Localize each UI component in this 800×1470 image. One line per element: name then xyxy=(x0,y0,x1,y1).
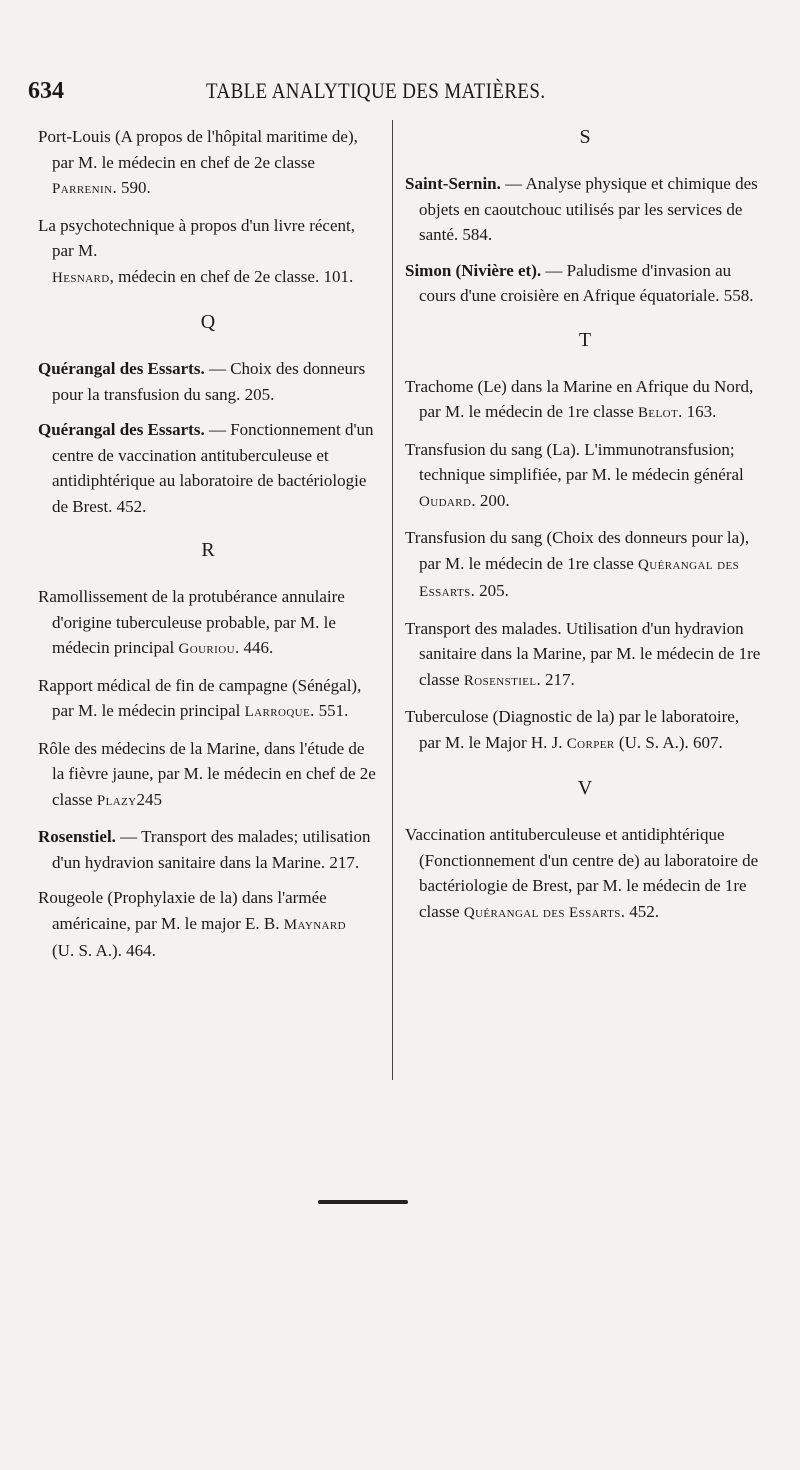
entry-author: Maynard xyxy=(283,916,346,933)
index-entry xyxy=(405,437,765,516)
entry-author: Oudard xyxy=(419,493,472,510)
index-entry xyxy=(405,822,765,926)
entry-text: Transfusion du sang (Choix des donneurs pour la), par M. le médecin de 1re classe xyxy=(405,528,750,573)
entry-author: Hesnard xyxy=(52,269,110,286)
entry-heading: Saint-Sernin. xyxy=(405,174,501,193)
index-entry xyxy=(405,171,765,248)
entry-page-ref: . 217. xyxy=(536,669,575,689)
letter-heading-s: S xyxy=(579,126,591,148)
entry-page-ref: . 163. xyxy=(678,402,717,421)
entry-author: Parrenin xyxy=(52,181,113,197)
index-entry xyxy=(38,356,378,407)
letter-heading-q: Q xyxy=(200,311,216,333)
entry-author: Plazy xyxy=(96,792,137,809)
index-entry xyxy=(38,885,378,964)
entry-page-ref: . 205. xyxy=(470,581,509,600)
entry-heading: Simon (Nivière et). xyxy=(405,260,542,280)
entry-text: Port-Louis (A propos de l'hôpital maritime de), par M. le médecin en chef de 2e classe xyxy=(38,127,358,172)
index-entry xyxy=(38,824,378,875)
entry-page-ref: . 446. xyxy=(234,638,274,657)
entry-author: Quérangal des Essarts xyxy=(463,904,621,921)
entry-author: Gouriou xyxy=(178,641,235,657)
entry-page-ref: . 452. xyxy=(620,901,659,921)
entry-text: Rougeole (Prophylaxie de la) dans l'armée américaine, par M. le major E. B. xyxy=(38,888,327,933)
entry-author: Quérangal des Essarts xyxy=(419,556,740,600)
entries-q xyxy=(38,356,378,519)
index-entry xyxy=(405,258,765,309)
entries-p xyxy=(38,124,378,291)
entry-text: La psychotechnique à propos d'un livre récent, par M. xyxy=(38,215,355,260)
entry-text: Rapport médical de fin de campagne (Sénégal), par M. le médecin principal xyxy=(38,675,362,720)
entry-page-ref: . 200. xyxy=(471,490,510,510)
entry-text: Vaccination antituberculeuse et antidiphtérique (Fonctionnement d'un centre de) au laboratoire de bactériologie de Brest, par M. le médecin de 1re classe xyxy=(405,825,759,921)
running-title: TABLE ANALYTIQUE DES MATIÈRES. xyxy=(206,78,546,103)
entry-text: — Fonctionnement d'un centre de vaccination antituberculeuse et antidiphtérique au laboratoire de bactériologie de Brest. 452. xyxy=(52,420,374,516)
entry-heading: Quérangal des Essarts. xyxy=(38,420,205,439)
entry-text: — Choix des donneurs pour la transfusion du sang. 205. xyxy=(52,359,366,404)
left-column xyxy=(38,124,378,974)
entry-text: — Transport des malades; utilisation d'un hydravion sanitaire dans la Marine. 217. xyxy=(52,827,371,872)
entry-page-ref: (U. S. A.). 464. xyxy=(52,941,156,960)
page-header xyxy=(28,78,778,112)
index-entry xyxy=(38,673,378,726)
page-number: 634 xyxy=(28,78,64,104)
entry-text: Transfusion du sang (La). L'immunotransfusion; technique simplifiée, par M. le médecin général xyxy=(405,439,744,484)
entry-page-ref: . 590. xyxy=(112,178,151,197)
index-entry xyxy=(38,417,378,519)
entry-text: Transport des malades. Utilisation d'un hydravion sanitaire dans la Marine, par M. le médecin de 1re classe xyxy=(405,618,761,689)
entry-author: Larroque xyxy=(244,704,311,720)
index-entry xyxy=(405,374,765,427)
entry-heading: Rosenstiel. xyxy=(38,827,116,846)
index-entry xyxy=(38,584,378,663)
entry-author: Belot xyxy=(638,405,679,421)
entries-v xyxy=(405,822,765,926)
entries-t xyxy=(405,374,765,758)
entry-text: Ramollissement de la protubérance annulaire d'origine tuberculeuse probable, par M. le médecin principal xyxy=(38,587,345,657)
column-divider xyxy=(392,120,393,1080)
index-entry xyxy=(38,736,378,815)
entry-page-ref: , médecin en chef de 2e classe. 101. xyxy=(109,266,354,286)
index-entry xyxy=(38,213,378,292)
entry-page-ref: 245 xyxy=(136,789,163,809)
letter-heading-t: T xyxy=(578,328,592,351)
entry-text: Rôle des médecins de la Marine, dans l'étude de la fièvre jaune, par M. le médecin en chef de 2e classe xyxy=(38,738,376,809)
index-entry xyxy=(38,124,378,203)
entry-page-ref: (U. S. A.). 607. xyxy=(614,732,723,752)
index-entry xyxy=(405,525,765,606)
index-entry xyxy=(405,704,765,757)
entry-page-ref: . 551. xyxy=(310,701,349,720)
entries-r xyxy=(38,584,378,964)
entry-author: Corper xyxy=(566,735,615,752)
closing-rule xyxy=(318,1200,408,1204)
letter-heading-v: V xyxy=(577,777,593,799)
entry-text: Trachome (Le) dans la Marine en Afrique du Nord, par M. le médecin de 1re classe xyxy=(405,376,754,421)
letter-heading-r: R xyxy=(201,539,215,561)
entry-text: — Analyse physique et chimique des objets en caoutchouc utilisés par les services de santé. 584. xyxy=(419,174,758,244)
entry-heading: Quérangal des Essarts. xyxy=(38,359,205,378)
entry-author: Rosenstiel xyxy=(463,672,537,689)
right-column xyxy=(405,124,765,936)
entries-s xyxy=(405,171,765,309)
entry-text: — Paludisme d'invasion au cours d'une croisière en Afrique équatoriale. 558. xyxy=(419,260,754,305)
entry-text: Tuberculose (Diagnostic de la) par le laboratoire, par M. le Major H. J. xyxy=(405,707,740,752)
index-entry xyxy=(405,616,765,695)
